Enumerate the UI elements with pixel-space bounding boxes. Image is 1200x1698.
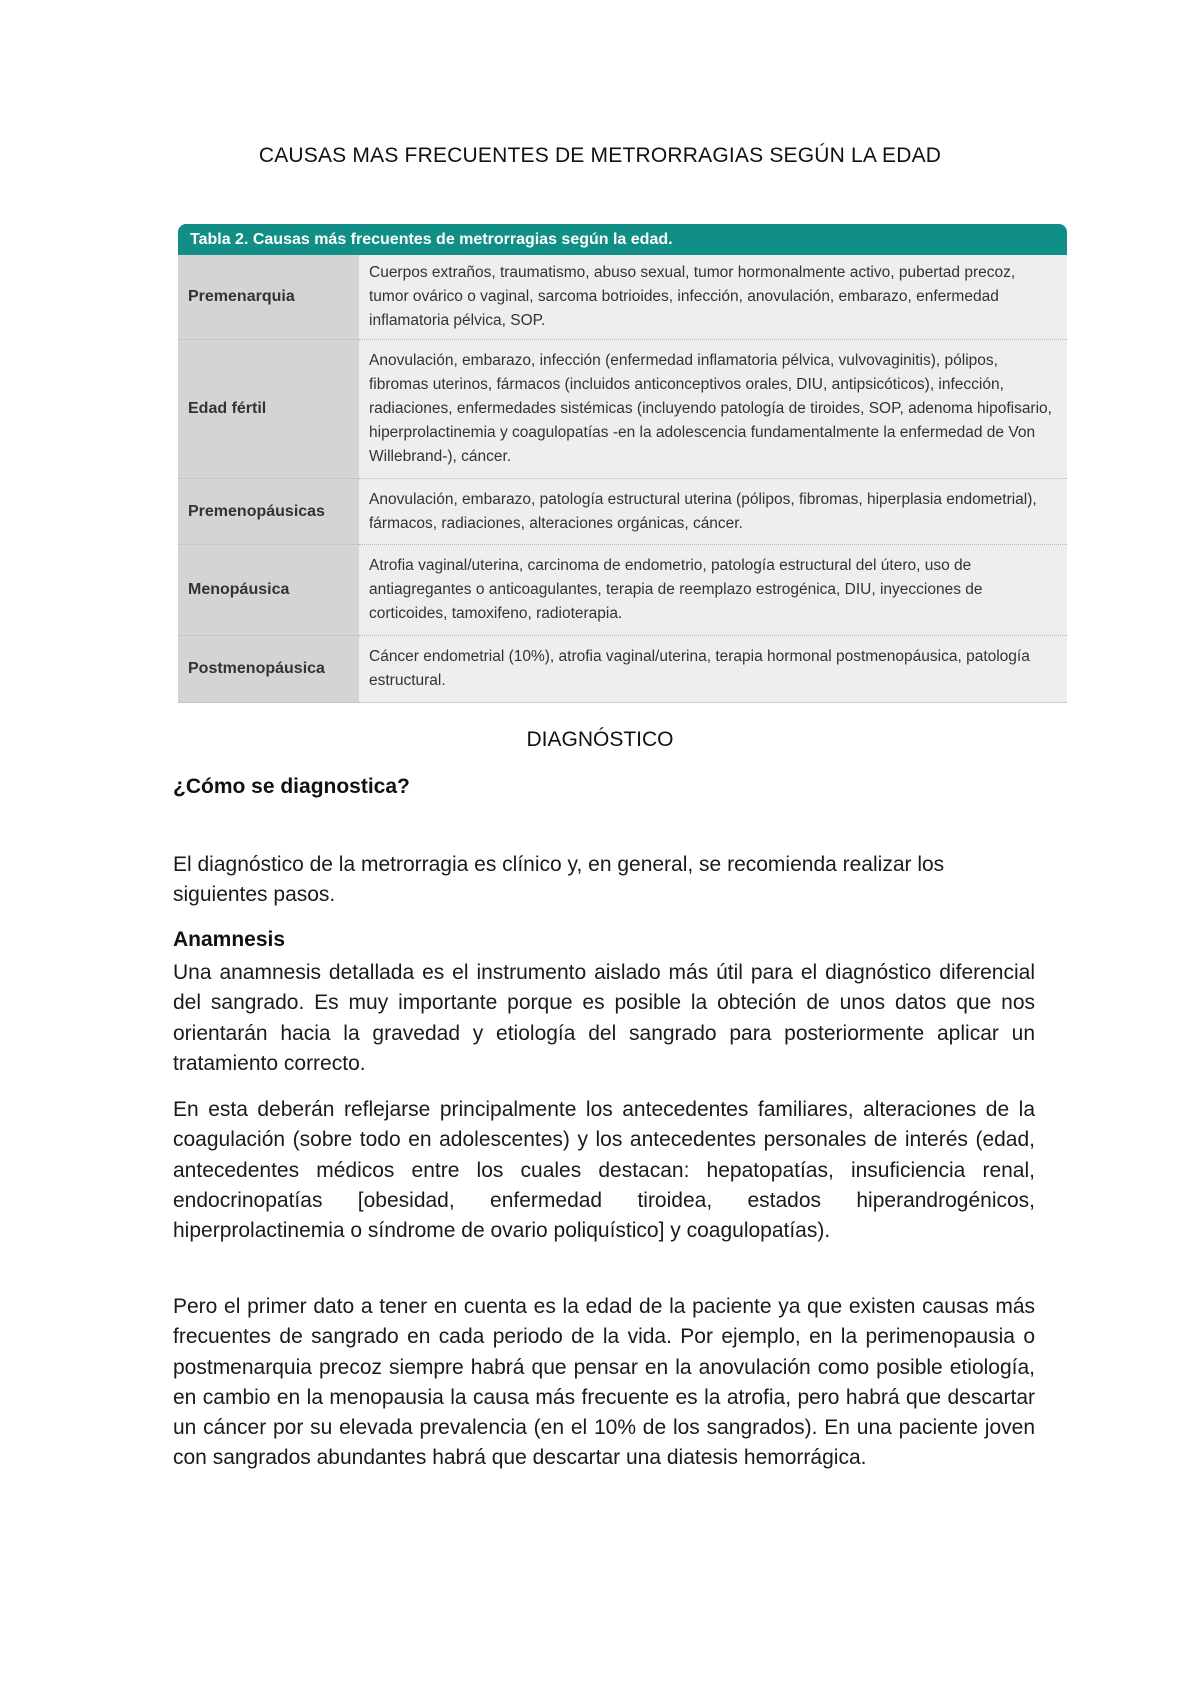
anamnesis-paragraph-2: En esta deberán reflejarse principalmente los antecedentes familiares, alteraciones de la coagulación (sobre todo en adolescentes) y los antecedentes personales de interés (edad, antecedentes médicos entre los cuales destacan: hepatopatías, insuficiencia renal, endocrinopatías [obesidad, enfermedad tiroidea, estados hiperandrogénicos, hiperprolactinemia o síndrome de ovario poliquístico] y coagulopatías). <box>173 1098 1035 1243</box>
row-description: Cuerpos extraños, traumatismo, abuso sexual, tumor hormonalmente activo, pubertad precoz, tumor ovárico o vaginal, sarcoma botrioides, infección, anovulación, embarazo, enfermedad inflamatoria pélvica, SOP. <box>359 255 1067 340</box>
row-description: Anovulación, embarazo, patología estructural uterina (pólipos, fibromas, hiperplasia endometrial), fármacos, radiaciones, alteraciones orgánicas, cáncer. <box>359 479 1067 545</box>
row-label: Premenarquia <box>178 255 359 340</box>
table-row <box>178 479 1067 545</box>
table-row <box>178 255 1067 340</box>
row-label: Premenopáusicas <box>178 479 359 545</box>
table-caption: Tabla 2. Causas más frecuentes de metrorragias según la edad. <box>178 224 1067 255</box>
document-title: CAUSAS MAS FRECUENTES DE METRORRAGIAS SEGÚN LA EDAD <box>258 144 942 167</box>
table-row <box>178 545 1067 636</box>
anamnesis-paragraph-1: Una anamnesis detallada es el instrumento aislado más útil para el diagnóstico diferencial del sangrado. Es muy importante porque es posible la obteción de unos datos que nos orientarán hacia la gravedad y etiología del sangrado para posteriormente aplicar un tratamiento correcto. <box>173 961 1035 1075</box>
row-description: Atrofia vaginal/uterina, carcinoma de endometrio, patología estructural del útero, uso de antiagregantes o anticoagulantes, terapia de reemplazo estrogénica, DIU, inyecciones de corticoides, tamoxifeno, radioterapia. <box>359 545 1067 636</box>
row-label: Postmenopáusica <box>178 636 359 703</box>
intro-paragraph: El diagnóstico de la metrorragia es clínico y, en general, se recomienda realizar los siguientes pasos. <box>173 853 945 907</box>
row-label: Edad fértil <box>178 340 359 479</box>
anamnesis-heading: Anamnesis <box>173 928 286 951</box>
causes-table <box>178 224 1067 703</box>
table-row <box>178 636 1067 703</box>
section-title: DIAGNÓSTICO <box>526 728 674 751</box>
causes-table-body <box>178 255 1067 703</box>
row-description: Anovulación, embarazo, infección (enfermedad inflamatoria pélvica, vulvovaginitis), pólipos, fibromas uterinos, fármacos (incluidos anticonceptivos orales, DIU, antipsicóticos), infección, radiaciones, enfermedades sistémicas (incluyendo patología de tiroides, SOP, adenoma hipofisario, hiperprolactinemia y coagulopatías -en la adolescencia fundamentalmente la enfermedad de Von Willebrand-), cáncer. <box>359 340 1067 479</box>
question-heading: ¿Cómo se diagnostica? <box>173 775 410 798</box>
table-row <box>178 340 1067 479</box>
row-description: Cáncer endometrial (10%), atrofia vaginal/uterina, terapia hormonal postmenopáusica, patología estructural. <box>359 636 1067 703</box>
row-label: Menopáusica <box>178 545 359 636</box>
anamnesis-paragraph-3: Pero el primer dato a tener en cuenta es la edad de la paciente ya que existen causas más frecuentes de sangrado en cada periodo de la vida. Por ejemplo, en la perimenopausia o postmenarquia precoz siempre habrá que pensar en la anovulación como posible etiología, en cambio en la menopausia la causa más frecuente es la atrofia, pero habrá que descartar un cáncer por su elevada prevalencia (en el 10% de los sangrados). En una paciente joven con sangrados abundantes habrá que descartar una diatesis hemorrágica. <box>173 1295 1035 1470</box>
